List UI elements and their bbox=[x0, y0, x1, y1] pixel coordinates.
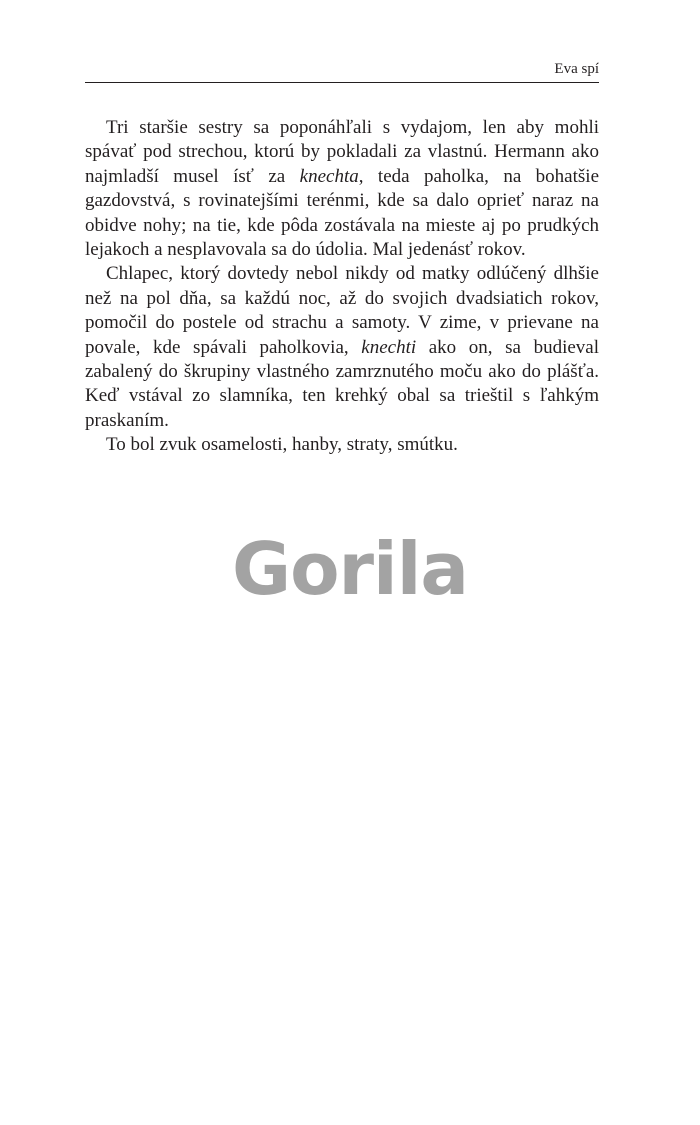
running-head: Eva spí bbox=[554, 61, 599, 77]
text-run: Chlapec, ktorý dovtedy nebol nikdy od matky odlúčený dlhšie než na pol dňa, sa každú noc, až do svojich dvadsiatich rokov, pomočil do postele od strachu a samoty. V zime, v prievane na povale, kde spávali paholkovia, bbox=[85, 263, 599, 358]
header-rule bbox=[85, 82, 599, 83]
italic-word-knechta: knechta bbox=[299, 165, 359, 187]
body-text bbox=[85, 116, 599, 458]
italic-word-knechti: knechti bbox=[361, 336, 417, 358]
paragraph-3 bbox=[85, 433, 599, 457]
paragraph-1 bbox=[85, 116, 599, 262]
text-run: ako on, sa budieval zabalený do škrupiny vlastného zamrznutého moču ako do plášťa. Keď vstával zo slamníka, ten krehký obal sa trieštil s ľahkým praskaním. bbox=[85, 336, 599, 431]
watermark-logo: Gorila bbox=[231, 527, 468, 611]
paragraph-2 bbox=[85, 262, 599, 433]
text-run: Tri staršie sestry sa poponáhľali s vydajom, len aby mohli spávať pod strechou, ktorú by pokladali za vlastnú. Hermann ako najmladší musel ísť za bbox=[85, 117, 599, 187]
text-run: To bol zvuk osamelosti, hanby, straty, smútku. bbox=[106, 434, 458, 456]
text-run: , teda paholka, na bohatšie gazdovstvá, s rovinatejšími terénmi, kde sa dalo oprieť naraz na obidve nohy; na tie, kde pôda zostávala na mieste aj po prudkých lejakoch a nesplavovala sa do údolia. Mal jedenásť rokov. bbox=[85, 165, 600, 261]
